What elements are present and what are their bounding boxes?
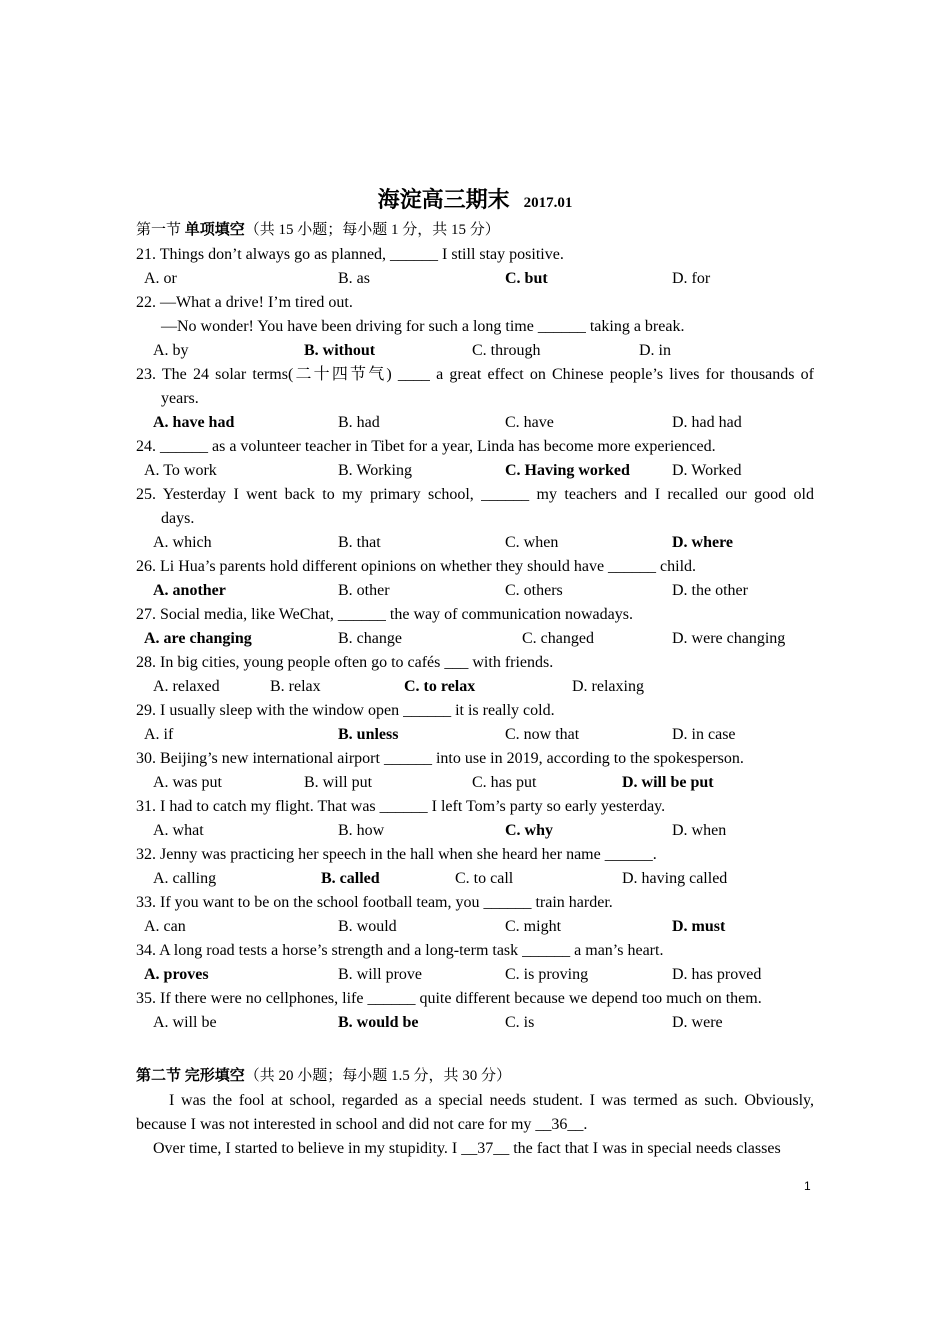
question-25-line-1: 25. Yesterday I went back to my primary school, ______ my teachers and I recalled our good old xyxy=(136,486,814,503)
option-d: D. were xyxy=(672,1014,723,1031)
question-29-options xyxy=(0,723,950,747)
option-a: A. was put xyxy=(153,774,222,791)
option-b: B. relax xyxy=(270,678,321,695)
question-33-line-1: 33. If you want to be on the school football team, you ______ train harder. xyxy=(136,894,613,911)
option-b: B. without xyxy=(304,342,376,359)
option-b: B. change xyxy=(338,630,402,647)
section1-info: （共 15 小题；每小题 1 分，共 15 分） xyxy=(244,222,500,238)
option-a: A. To work xyxy=(144,462,217,479)
option-d: D. for xyxy=(672,270,711,287)
option-b: B. will prove xyxy=(338,966,422,983)
question-28-options xyxy=(0,675,950,699)
section1-name: 单项填空 xyxy=(184,222,245,238)
question-32-options xyxy=(0,867,950,891)
option-c: C. might xyxy=(505,918,562,935)
section1-label: 第一节 xyxy=(136,222,182,238)
title-year: 2017.01 xyxy=(523,195,573,211)
option-b: B. called xyxy=(321,870,380,887)
passage-line-1: I was the fool at school, regarded as a special needs student. I was termed as such. Obviously, xyxy=(169,1092,814,1109)
option-d: D. Worked xyxy=(672,462,742,479)
question-29-line-1: 29. I usually sleep with the window open ______ it is really cold. xyxy=(136,702,555,719)
option-c: C. but xyxy=(505,270,548,287)
option-a: A. calling xyxy=(153,870,217,887)
section2-name: 完形填空 xyxy=(184,1068,245,1084)
option-c: C. others xyxy=(505,582,563,599)
question-21-options xyxy=(0,267,950,291)
option-b: B. that xyxy=(338,534,381,551)
option-a: A. have had xyxy=(153,414,235,431)
option-b: B. Working xyxy=(338,462,412,479)
option-d: D. were changing xyxy=(672,630,786,647)
question-23-line-2: years. xyxy=(161,390,199,407)
option-c: C. is xyxy=(505,1014,535,1031)
question-35-line-1: 35. If there were no cellphones, life ______ quite different because we depend too much on them. xyxy=(136,990,762,1007)
option-d: D. in xyxy=(639,342,671,359)
option-d: D. relaxing xyxy=(572,678,644,695)
option-c: C. has put xyxy=(472,774,537,791)
option-a: A. can xyxy=(144,918,186,935)
question-31-options xyxy=(0,819,950,843)
question-26-line-1: 26. Li Hua’s parents hold different opinions on whether they should have ______ child. xyxy=(136,558,697,575)
option-b: B. would xyxy=(338,918,397,935)
option-c: C. to relax xyxy=(404,678,476,695)
option-c: C. is proving xyxy=(505,966,589,983)
option-d: D. in case xyxy=(672,726,736,743)
question-23-options xyxy=(0,411,950,435)
option-a: A. another xyxy=(153,582,226,599)
option-d: D. had had xyxy=(672,414,742,431)
option-d: D. will be put xyxy=(622,774,714,791)
option-b: B. had xyxy=(338,414,380,431)
question-35-options xyxy=(0,1011,950,1035)
option-c: C. Having worked xyxy=(505,462,630,479)
option-b: B. unless xyxy=(338,726,399,743)
option-c: C. have xyxy=(505,414,554,431)
question-33-options xyxy=(0,915,950,939)
passage-line-3: Over time, I started to believe in my stupidity. I __37__ the fact that I was in special needs classes xyxy=(153,1140,781,1157)
option-a: A. or xyxy=(144,270,177,287)
option-b: B. as xyxy=(338,270,370,287)
option-a: A. by xyxy=(153,342,189,359)
question-24-options xyxy=(0,459,950,483)
option-d: D. must xyxy=(672,918,726,935)
question-26-options xyxy=(0,579,950,603)
question-34-line-1: 34. A long road tests a horse’s strength and a long-term task ______ a man’s heart. xyxy=(136,942,664,959)
question-31-line-1: 31. I had to catch my flight. That was ______ I left Tom’s party so early yesterday. xyxy=(136,798,666,815)
question-25-line-2: days. xyxy=(161,510,195,527)
page-number: 1 xyxy=(804,1179,811,1193)
question-21-line-1: 21. Things don’t always go as planned, ______ I still stay positive. xyxy=(136,246,564,263)
option-a: A. relaxed xyxy=(153,678,220,695)
option-a: A. what xyxy=(153,822,204,839)
passage-line-2: because I was not interested in school and did not care for my __36__. xyxy=(136,1116,588,1133)
option-c: C. to call xyxy=(455,870,514,887)
option-c: C. why xyxy=(505,822,554,839)
question-25-options xyxy=(0,531,950,555)
question-22-options xyxy=(0,339,950,363)
option-d: D. having called xyxy=(622,870,728,887)
option-d: D. where xyxy=(672,534,734,551)
option-a: A. will be xyxy=(153,1014,217,1031)
option-c: C. changed xyxy=(522,630,594,647)
question-27-options xyxy=(0,627,950,651)
question-27-line-1: 27. Social media, like WeChat, ______ the way of communication nowadays. xyxy=(136,606,633,623)
question-30-options xyxy=(0,771,950,795)
option-b: B. will put xyxy=(304,774,373,791)
question-34-options xyxy=(0,963,950,987)
option-d: D. when xyxy=(672,822,727,839)
section2-label: 第二节 xyxy=(136,1068,182,1084)
option-a: A. if xyxy=(144,726,174,743)
option-d: D. the other xyxy=(672,582,748,599)
page-title xyxy=(0,183,950,214)
option-a: A. which xyxy=(153,534,212,551)
option-d: D. has proved xyxy=(672,966,762,983)
title-main: 海淀高三期末 xyxy=(377,187,510,213)
question-28-line-1: 28. In big cities, young people often go to cafés ___ with friends. xyxy=(136,654,554,671)
question-22-line-1: 22. —What a drive! I’m tired out. xyxy=(136,294,353,311)
section1-heading xyxy=(136,218,814,242)
option-b: B. would be xyxy=(338,1014,419,1031)
section2-heading xyxy=(136,1064,814,1088)
option-c: C. now that xyxy=(505,726,580,743)
option-b: B. other xyxy=(338,582,390,599)
question-32-line-1: 32. Jenny was practicing her speech in the hall when she heard her name ______. xyxy=(136,846,657,863)
question-30-line-1: 30. Beijing’s new international airport ______ into use in 2019, according to the spokesperson. xyxy=(136,750,744,767)
option-a: A. are changing xyxy=(144,630,252,647)
option-c: C. through xyxy=(472,342,541,359)
question-23-line-1: 23. The 24 solar terms(二十四节气) ____ a great effect on Chinese people’s lives for thousands of xyxy=(136,366,814,383)
option-a: A. proves xyxy=(144,966,209,983)
option-c: C. when xyxy=(505,534,559,551)
option-b: B. how xyxy=(338,822,385,839)
section2-info: （共 20 小题；每小题 1.5 分，共 30 分） xyxy=(244,1068,512,1084)
question-24-line-1: 24. ______ as a volunteer teacher in Tibet for a year, Linda has become more experienced. xyxy=(136,438,716,455)
question-22-line-2: —No wonder! You have been driving for such a long time ______ taking a break. xyxy=(161,318,685,335)
